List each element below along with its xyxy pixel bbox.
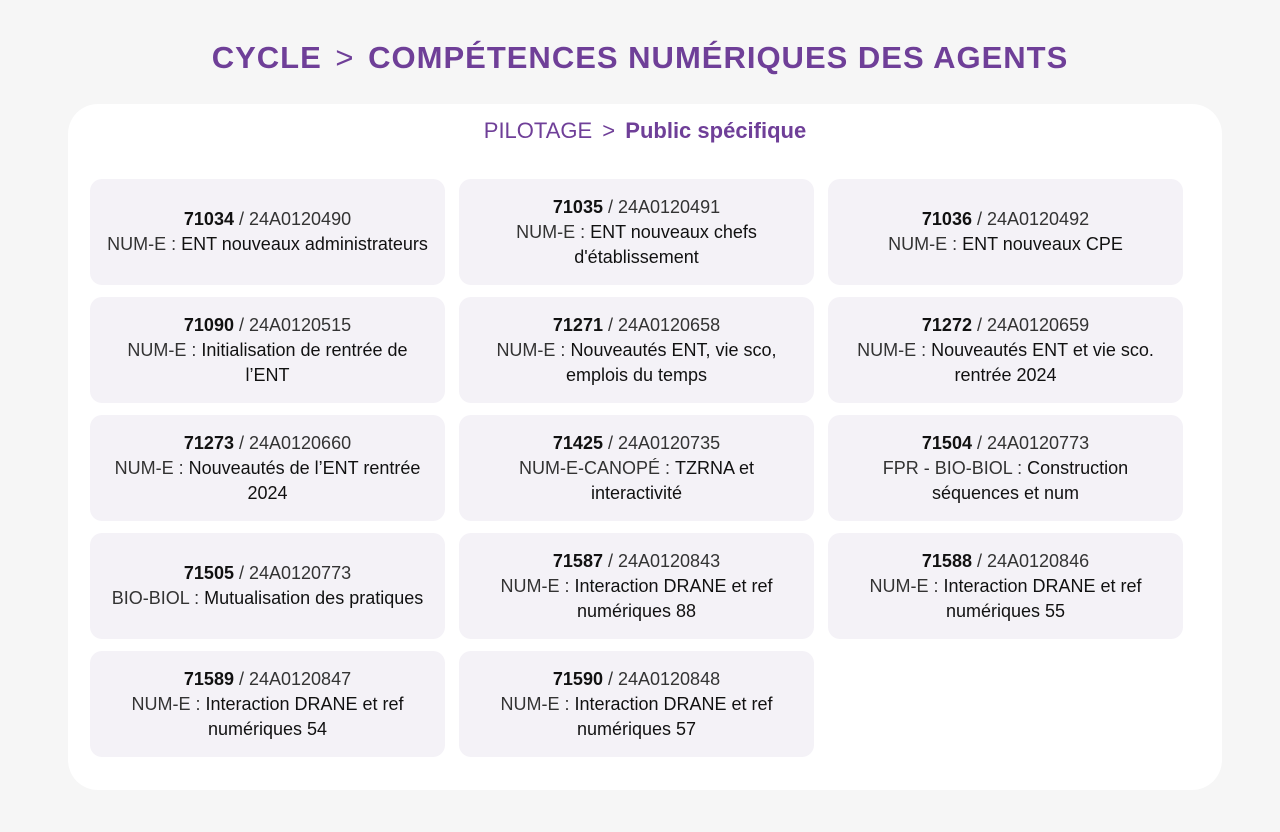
card-prefix: NUM-E :: [516, 221, 591, 242]
card-title: ENT nouveaux CPE: [962, 234, 1123, 254]
card-number: 71589: [183, 668, 234, 689]
card-number: 71588: [921, 550, 972, 571]
card-prefix: NUM-E :: [496, 339, 571, 360]
card-identifier: [553, 195, 720, 220]
training-card-71035[interactable]: [459, 179, 814, 285]
card-title: Initialisation de rentrée de l’ENT: [201, 339, 408, 385]
card-identifier: [553, 313, 720, 338]
card-description: [888, 232, 1123, 257]
card-number: 71036: [921, 209, 972, 229]
page-title-cycle: CYCLE: [211, 40, 322, 75]
card-separator: /: [233, 668, 249, 689]
training-card-71273[interactable]: [90, 415, 445, 521]
card-separator: /: [233, 209, 249, 229]
card-reference: 24A0120658: [617, 314, 721, 335]
card-title: Interaction DRANE et ref numériques 88: [574, 575, 773, 621]
card-prefix: NUM-E :: [500, 575, 575, 596]
card-reference: 24A0120660: [248, 432, 352, 453]
page-title-topic: COMPÉTENCES NUMÉRIQUES DES AGENTS: [368, 40, 1069, 75]
card-description: [473, 692, 800, 742]
card-number: 71272: [921, 314, 972, 335]
training-card-71589[interactable]: [90, 651, 445, 757]
card-reference: 24A0120491: [617, 196, 721, 217]
card-number: 71425: [552, 432, 603, 453]
card-separator: /: [971, 314, 987, 335]
card-reference: 24A0120515: [248, 314, 352, 335]
card-separator: /: [971, 432, 987, 453]
card-prefix: NUM-E :: [500, 693, 575, 714]
card-separator: /: [233, 314, 249, 335]
card-prefix: NUM-E :: [869, 575, 944, 596]
card-separator: /: [602, 432, 618, 453]
panel-breadcrumb: [68, 118, 1222, 144]
card-number: 71035: [552, 196, 603, 217]
card-identifier: [553, 431, 720, 456]
card-prefix: FPR - BIO-BIOL :: [882, 457, 1028, 478]
card-title: Nouveautés ENT, vie sco, emplois du temps: [565, 339, 777, 385]
card-title: TZRNA et interactivité: [590, 457, 755, 503]
card-number: 71090: [183, 314, 234, 335]
breadcrumb-separator: >: [602, 118, 616, 143]
card-identifier: [922, 207, 1089, 232]
training-card-71090[interactable]: [90, 297, 445, 403]
card-reference: 24A0120773: [986, 432, 1090, 453]
card-description: [842, 574, 1169, 624]
card-reference: 24A0120735: [617, 432, 721, 453]
card-identifier: [184, 313, 351, 338]
training-card-71036[interactable]: [828, 179, 1183, 285]
card-reference: 24A0120847: [248, 668, 352, 689]
card-identifier: [553, 667, 720, 692]
training-panel: [68, 104, 1222, 790]
training-card-71505[interactable]: [90, 533, 445, 639]
card-description: [842, 456, 1169, 506]
card-description: [107, 232, 428, 257]
card-separator: /: [233, 432, 249, 453]
card-identifier: [184, 207, 351, 232]
training-card-grid: [90, 179, 1183, 757]
card-reference: 24A0120490: [248, 209, 352, 229]
card-description: [473, 574, 800, 624]
card-title: Interaction DRANE et ref numériques 55: [943, 575, 1142, 621]
training-card-71587[interactable]: [459, 533, 814, 639]
card-number: 71505: [183, 563, 234, 583]
card-prefix: BIO-BIOL :: [111, 588, 205, 608]
card-title: Nouveautés ENT et vie sco. rentrée 2024: [931, 339, 1154, 385]
card-title: Interaction DRANE et ref numériques 54: [205, 693, 404, 739]
card-identifier: [184, 561, 351, 586]
card-identifier: [184, 431, 351, 456]
card-prefix: NUM-E-CANOPÉ :: [518, 457, 675, 478]
card-identifier: [184, 667, 351, 692]
card-reference: 24A0120773: [248, 563, 352, 583]
card-identifier: [922, 431, 1089, 456]
card-reference: 24A0120659: [986, 314, 1090, 335]
card-prefix: NUM-E :: [114, 457, 189, 478]
training-card-71034[interactable]: [90, 179, 445, 285]
card-separator: /: [971, 550, 987, 571]
card-number: 71273: [183, 432, 234, 453]
card-description: [842, 338, 1169, 388]
card-separator: /: [971, 209, 987, 229]
card-title: Mutualisation des pratiques: [204, 588, 424, 608]
card-separator: /: [233, 563, 249, 583]
card-reference: 24A0120848: [617, 668, 721, 689]
breadcrumb-pilotage: PILOTAGE: [483, 118, 593, 143]
card-prefix: NUM-E :: [131, 693, 206, 714]
card-prefix: NUM-E :: [107, 234, 182, 254]
training-card-71590[interactable]: [459, 651, 814, 757]
card-reference: 24A0120846: [986, 550, 1090, 571]
card-separator: /: [602, 550, 618, 571]
card-prefix: NUM-E :: [127, 339, 202, 360]
training-card-71272[interactable]: [828, 297, 1183, 403]
training-card-71271[interactable]: [459, 297, 814, 403]
card-separator: /: [602, 668, 618, 689]
card-separator: /: [602, 196, 618, 217]
breadcrumb-public-specifique: Public spécifique: [625, 118, 807, 143]
card-description: [473, 220, 800, 270]
card-description: [104, 456, 431, 506]
card-number: 71587: [552, 550, 603, 571]
card-prefix: NUM-E :: [888, 234, 963, 254]
card-identifier: [922, 313, 1089, 338]
card-number: 71504: [921, 432, 972, 453]
card-description: [112, 586, 424, 611]
card-title: Construction séquences et num: [931, 457, 1129, 503]
card-identifier: [922, 549, 1089, 574]
card-reference: 24A0120843: [617, 550, 721, 571]
card-number: 71034: [183, 209, 234, 229]
card-title: ENT nouveaux administrateurs: [181, 234, 428, 254]
card-title: Interaction DRANE et ref numériques 57: [574, 693, 773, 739]
card-reference: 24A0120492: [986, 209, 1090, 229]
card-number: 71271: [552, 314, 603, 335]
page-title-separator: >: [335, 40, 355, 75]
card-identifier: [553, 549, 720, 574]
page-title: [0, 40, 1280, 76]
card-title: Nouveautés de l’ENT rentrée 2024: [188, 457, 421, 503]
card-title: ENT nouveaux chefs d'établissement: [574, 221, 757, 267]
card-description: [104, 338, 431, 388]
card-description: [104, 692, 431, 742]
card-number: 71590: [552, 668, 603, 689]
card-prefix: NUM-E :: [857, 339, 932, 360]
training-card-71425[interactable]: [459, 415, 814, 521]
card-separator: /: [602, 314, 618, 335]
training-card-71588[interactable]: [828, 533, 1183, 639]
training-card-71504[interactable]: [828, 415, 1183, 521]
card-description: [473, 456, 800, 506]
card-description: [473, 338, 800, 388]
